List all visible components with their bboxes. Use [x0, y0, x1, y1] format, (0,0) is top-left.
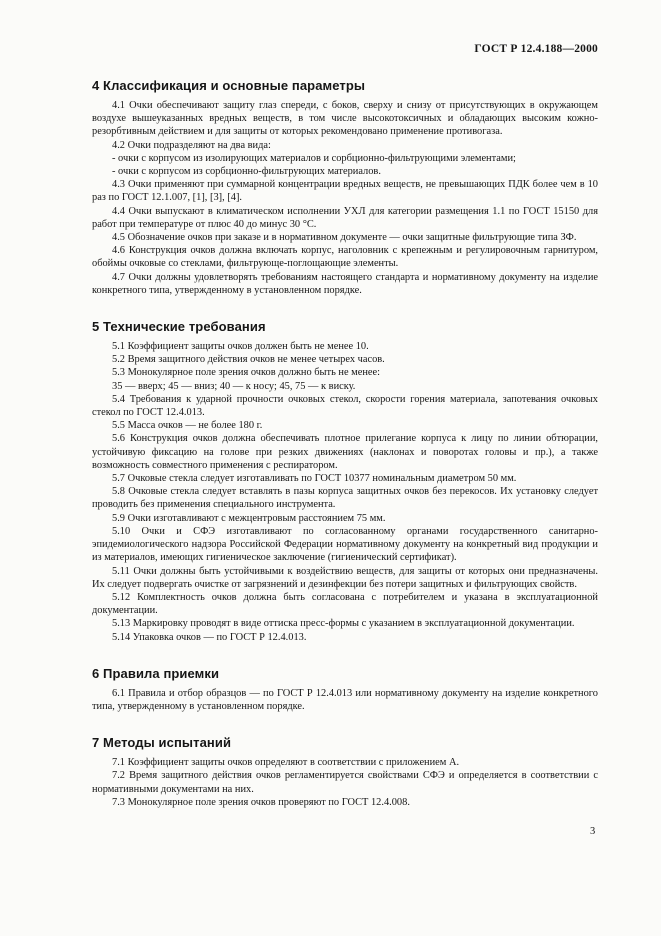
paragraph: 5.5 Масса очков — не более 180 г. — [112, 420, 263, 432]
section-4 — [92, 78, 598, 297]
paragraph: 4.5 Обозначение очков при заказе и в нормативном документе — очки защитные фильтрующие типа ЗФ. — [112, 232, 577, 244]
paragraph: 7.3 Монокулярное поле зрения очков проверяют по ГОСТ 12.4.008. — [112, 796, 410, 808]
section-title: 5 Технические требования — [92, 319, 266, 335]
paragraph: 5.4 Требования к ударной прочности очковых стекол, скорости горения материала, запотевания очковых стекол по ГОСТ 12.4.013. — [92, 393, 598, 419]
paragraph: 4.2 Очки подразделяют на два вида: — [112, 139, 271, 151]
section-title: 7 Методы испытаний — [92, 735, 232, 751]
paragraph: 5.8 Очковые стекла следует вставлять в пазы корпуса защитных очков без перекосов. Их установку следует проводить без применения специального инструмента. — [92, 486, 598, 511]
section-5 — [92, 319, 598, 644]
paragraph: 4.4 Очки выпускают в климатическом исполнении УХЛ для категории размещения 1.1 по ГОСТ 15150 для работ при температуре от плюс 40 до минус 30 °С. — [92, 205, 598, 230]
paragraph: 6.1 Правила и отбор образцов — по ГОСТ Р 12.4.013 или нормативному документу на изделие конкретного типа, утвержденному в установленном порядке. — [92, 687, 598, 712]
paragraph: 35 — вверх; 45 — вниз; 40 — к носу; 45, 75 — к виску. — [112, 380, 356, 392]
paragraph: 5.10 Очки и СФЭ изготавливают по согласованному органами государственного санитарно-эпидемиологического надзора Российской Федерации нормативному документу на конкретный вид продукции и из материалов, имеющих гигиеническое заключение (гигиенический сертификат). — [92, 525, 598, 564]
section-title: 4 Классификация и основные параметры — [92, 78, 366, 93]
paragraph: 4.6 Конструкция очков должна включать корпус, наголовник с крепежным и регулировочным гарнитуром, обоймы очковые со стеклами, фильтрующе-поглощающие элементы. — [92, 245, 598, 270]
paragraph: 7.1 Коэффициент защиты очков определяют в соответствии с приложением А. — [112, 757, 460, 769]
paragraph: 5.2 Время защитного действия очков не менее четырех часов. — [112, 354, 385, 366]
document-header: ГОСТ Р 12.4.188—2000 — [474, 43, 598, 55]
paragraph: 5.11 Очки должны быть устойчивыми к воздействию веществ, для защиты от которых они предназначены. Их следует подвергать очистке от загрязнений и дезинфекции без потери защитных и фильтрующих свойств. — [92, 565, 598, 590]
paragraph: 4.7 Очки должны удовлетворять требованиям настоящего стандарта и нормативному документу на изделие конкретного типа, утвержденному в установленном порядке. — [92, 271, 598, 296]
paragraph: 4.3 Очки применяют при суммарной концентрации вредных веществ, не превышающих ПДК более чем в 10 раз по ГОСТ 12.1.007, [1], [3], [4]. — [92, 179, 598, 204]
paragraph: 5.9 Очки изготавливают с межцентровым расстоянием 75 мм. — [112, 512, 386, 524]
section-7 — [92, 735, 598, 809]
page-number: 3 — [590, 826, 596, 837]
paragraph: 4.1 Очки обеспечивают защиту глаз спереди, с боков, сверху и снизу от присутствующих в окружающем воздухе вышеуказанных вредных веществ, в том числе высокотоксичных и обладающих высоким кожно-резорбтивным действием и для защиты от которых рекомендовано применение противогаза. — [92, 100, 598, 138]
paragraph: 5.1 Коэффициент защиты очков должен быть не менее 10. — [112, 341, 369, 353]
section-title: 6 Правила приемки — [92, 665, 220, 681]
paragraph: 5.13 Маркировку проводят в виде оттиска пресс-формы с указанием в эксплуатационной документации. — [112, 618, 575, 630]
paragraph: 5.6 Конструкция очков должна обеспечивать плотное прилегание корпуса к лицу по линии обтюрации, устойчивую фиксацию на голове при резких движениях (наклонах и поворотах головы и пр.), а также возможность совместного применения с респиратором. — [92, 433, 598, 471]
paragraph: 5.12 Комплектность очков должна быть согласована с потребителем и указана в эксплуатационной документации. — [92, 591, 598, 617]
paragraph: 5.3 Монокулярное поле зрения очков должно быть не менее: — [112, 367, 381, 379]
list-item: - очки с корпусом из сорбционно-фильтрующих материалов. — [112, 166, 381, 178]
list-item: - очки с корпусом из изолирующих материалов и сорбционно-фильтрующими элементами; — [112, 152, 516, 164]
section-6 — [92, 666, 598, 713]
paragraph: 7.2 Время защитного действия очков регламентируется свойствами СФЭ и определяется в соответствии с нормативными документами на них. — [92, 770, 598, 795]
paragraph: 5.14 Упаковка очков — по ГОСТ Р 12.4.013. — [112, 631, 307, 643]
paragraph: 5.7 Очковые стекла следует изготавливать по ГОСТ 10377 номинальным диаметром 50 мм. — [112, 473, 517, 485]
